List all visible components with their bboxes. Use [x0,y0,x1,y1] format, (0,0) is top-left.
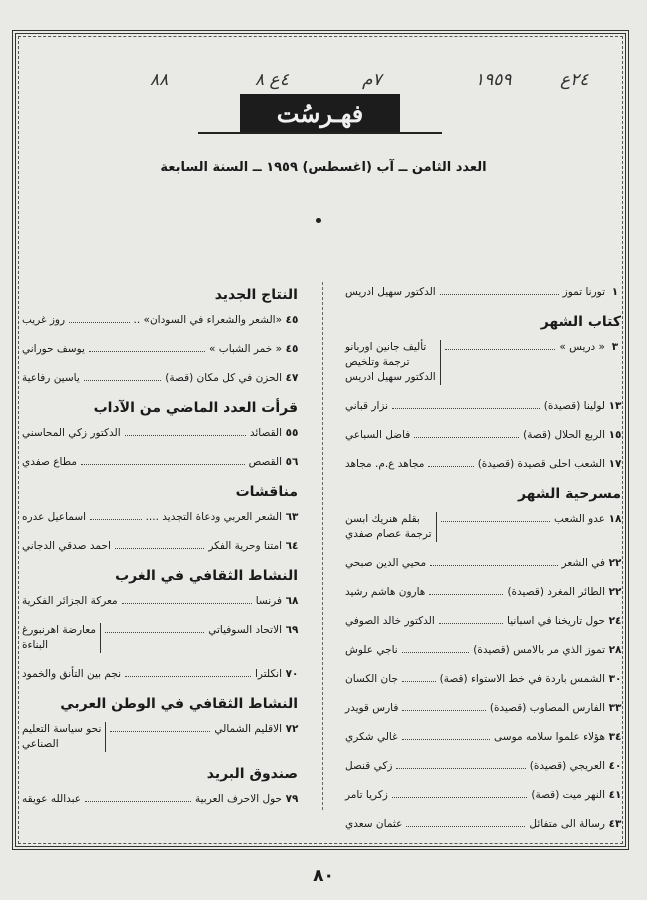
entry-author: محيي الدين صبحي [345,557,427,569]
entry-author: عبدالله عويقه [22,793,82,805]
handwritten-note: ٧م [362,70,382,90]
ornament-dot [316,218,321,223]
entry-title: فرنسا [255,595,282,607]
page-ref: ٥٦ [285,456,299,468]
toc-entry[interactable] [345,788,625,803]
entry-title: امتنا وحرية الفكر [208,540,282,552]
page-ref: ٤٥ [285,314,299,326]
entry-author: الدكتور خالد الصوفي [345,615,435,627]
author-line: البناءة [22,639,49,651]
entry-title: الشعب احلى قصيدة (قصيدة) [477,458,605,470]
page-ref: ٢٤ [608,615,622,627]
leader-dots [84,371,161,381]
entry-title: الاتحاد السوفياتي [208,624,282,636]
toc-entry[interactable] [22,342,302,357]
page-ref: ٤١ [608,789,622,801]
page-ref: ٦٣ [285,511,299,523]
entry-title: انكلترا [255,668,282,680]
page-ref: ٧٠ [285,668,299,680]
leader-dots [122,594,252,604]
page-title: فهـرسُت [240,94,400,134]
toc-entry[interactable] [345,643,625,658]
entry-author: روز غريب [22,314,66,326]
page-ref: ٤٧ [285,372,299,384]
leader-dots [430,556,557,566]
entry-author: غالي شكري [345,731,398,743]
toc-entry[interactable] [345,672,625,687]
leader-dots [125,667,251,677]
section-heading: مناقشات [235,484,298,500]
entry-title: عدو الشعب [553,513,605,525]
page-ref: ١ [611,286,619,298]
entry-author: يوسف حوراني [22,343,85,355]
entry-author [345,340,441,385]
entry-title: «الشعر والشعراء في السودان» .. [133,314,282,326]
entry-author: احمد صدقي الدجاني [22,540,111,552]
handwritten-note: ٤ع ٨ [255,70,289,90]
entry-author: مطاع صفدي [22,456,77,468]
leader-dots [445,340,556,350]
entry-title: رسالة الى متفائل [529,818,605,830]
author-line: الصناعي [22,738,59,750]
page-ref: ٥٥ [285,427,299,439]
entry-title: لولينا (قصيدة) [543,400,605,412]
author-line: تأليف جانين اوربانو [345,341,427,353]
page-ref: ٧٩ [285,793,299,805]
leader-dots [402,701,485,711]
handwritten-note: ٢٤ع [560,70,589,90]
toc-entry[interactable] [345,730,625,745]
toc-entry[interactable] [22,623,302,653]
entry-author: فاضل السباعي [345,429,411,441]
page-ref: ٣٤ [608,731,622,743]
entry-author: الدكتور سهيل ادريس [345,286,436,298]
leader-dots [115,539,204,549]
entry-author: زكي قنصل [345,760,393,772]
toc-entry[interactable] [22,455,302,470]
entry-author: زكريا تامر [345,789,388,801]
entry-author [345,512,437,542]
toc-entry[interactable] [345,759,625,774]
author-line: ترجمة وتلخيص [345,356,410,368]
page-ref: ٣ [611,341,619,353]
entry-title: الاقليم الشمالي [214,723,282,735]
entry-title: في الشعر [561,557,605,569]
page-ref: ٢٢ [608,557,622,569]
entry-author: اسماعيل عدره [22,511,87,523]
entry-title: تورنا تموز [562,286,605,298]
entry-title: هؤلاء علموا سلامه موسى [494,731,605,743]
leader-dots [105,623,204,633]
author-line: نحو سياسة التعليم [22,723,102,735]
leader-dots [406,817,525,827]
section-heading: قرأت العدد الماضي من الآداب [93,400,298,416]
toc-left-column [22,285,302,821]
leader-dots [440,285,559,295]
leader-dots [441,512,550,522]
entry-author [22,722,106,752]
toc-entry[interactable] [345,614,625,629]
section-heading: مسرحية الشهر [517,486,621,502]
toc-entry[interactable] [345,701,625,716]
leader-dots [89,342,205,352]
toc-entry[interactable] [22,426,302,441]
entry-title: حول الاحرف العربية [195,793,282,805]
page-ref: ١٨ [608,513,622,525]
entry-title: الشمس باردة في خط الاستواء (قصة) [439,673,605,685]
toc-entry[interactable] [345,399,625,414]
leader-dots [439,614,503,624]
entry-author: جان الكسان [345,673,398,685]
leader-dots [428,457,473,467]
entry-author: الدكتور زكي المحاسني [22,427,121,439]
section-heading: كتاب الشهر [540,314,621,330]
author-line: بقلم هنريك ابسن [345,513,420,525]
toc-entry[interactable] [22,667,302,682]
toc-entry[interactable] [345,556,625,571]
page-ref: ١٣ [608,400,622,412]
entry-author: ناجي علوش [345,644,398,656]
entry-author: مجاهد ع.م. مجاهد [345,458,425,470]
page-number: ٨٠ [313,866,334,886]
entry-author: عثمان سعدي [345,818,403,830]
column-divider [322,282,324,810]
entry-title: القصائد [249,427,282,439]
handwritten-note: ٨٨ [150,70,169,90]
toc-entry[interactable] [345,428,625,443]
entry-author: فارس قويدر [345,702,399,714]
section-heading: النشاط الثقافي في الوطن العربي [60,696,298,712]
section-heading: النشاط الثقافي في الغرب [115,568,298,584]
handwritten-note: ١٩٥٩ [475,70,512,90]
leader-dots [125,426,246,436]
entry-title: تموز الذي مر بالامس (قصيدة) [473,644,605,656]
toc-right-column [345,285,625,846]
leader-dots [90,510,142,520]
toc-entry[interactable] [22,594,302,609]
toc-entry[interactable] [345,285,625,300]
toc-entry[interactable] [22,722,302,752]
leader-dots [392,399,540,409]
entry-title: النهر ميت (قصة) [531,789,605,801]
entry-title: الفارس المصاوب (قصيدة) [489,702,605,714]
leader-dots [110,722,210,732]
section-heading: صندوق البريد [206,766,298,782]
entry-title: « خمر الشباب » [209,343,282,355]
page-ref: ٤٣ [608,818,622,830]
toc-entry[interactable] [22,792,302,807]
leader-dots [402,672,436,682]
entry-title: « دريس » [559,341,605,353]
section-heading: النتاج الجديد [214,287,298,303]
entry-author: نزار قباني [345,400,389,412]
leader-dots [402,730,490,740]
leader-dots [85,792,191,802]
page-ref: ٣٠ [608,673,622,685]
entry-title: الطائر المغرد (قصيدة) [507,586,605,598]
toc-entry[interactable] [22,371,302,386]
page-ref: ٦٩ [285,624,299,636]
page-ref: ٧٢ [285,723,299,735]
toc-entry[interactable] [345,585,625,600]
entry-title: القصص [248,456,282,468]
entry-title: العريجي (قصيدة) [529,760,605,772]
leader-dots [396,759,525,769]
entry-title: حول تاريخنا في اسبانيا [507,615,605,627]
page-ref: ١٥ [608,429,622,441]
toc-entry[interactable] [345,340,625,385]
leader-dots [414,428,519,438]
page-ref: ١٧ [608,458,622,470]
leader-dots [402,643,470,653]
title-underline [198,132,442,134]
page-ref: ٦٤ [285,540,299,552]
toc-entry[interactable] [345,512,625,542]
toc-entry[interactable] [22,539,302,554]
leader-dots [69,313,129,323]
entry-author [22,623,101,653]
toc-entry[interactable] [345,817,625,832]
page-ref: ٣٣ [608,702,622,714]
toc-entry[interactable] [22,510,302,525]
author-line: معارضة اهرنبورغ [22,624,96,636]
entry-title: الحزن في كل مكان (قصة) [165,372,282,384]
leader-dots [81,455,245,465]
leader-dots [429,585,503,595]
page-ref: ٤٠ [608,760,622,772]
entry-author: معركة الجزائر الفكرية [22,595,118,607]
page-ref: ٦٨ [285,595,299,607]
entry-title: الشعر العربي ودعاة التجديد .... [145,511,282,523]
author-line: ترجمة عصام صفدي [345,528,432,540]
entry-title: الربع الحلال (قصة) [523,429,605,441]
author-line: الدكتور سهيل ادريس [345,371,436,383]
entry-author: هارون هاشم رشيد [345,586,426,598]
toc-entry[interactable] [22,313,302,328]
entry-author: ياسين رفاعية [22,372,80,384]
entry-author: نجم بين التأنق والخمود [22,668,122,680]
page-ref: ٤٥ [285,343,299,355]
issue-line: العدد الثامن ــ آب (اغسطس) ١٩٥٩ ــ السنة السابعة [160,160,487,175]
page-ref: ٢٨ [608,644,622,656]
leader-dots [392,788,527,798]
page-ref: ٢٢ [608,586,622,598]
toc-entry[interactable] [345,457,625,472]
